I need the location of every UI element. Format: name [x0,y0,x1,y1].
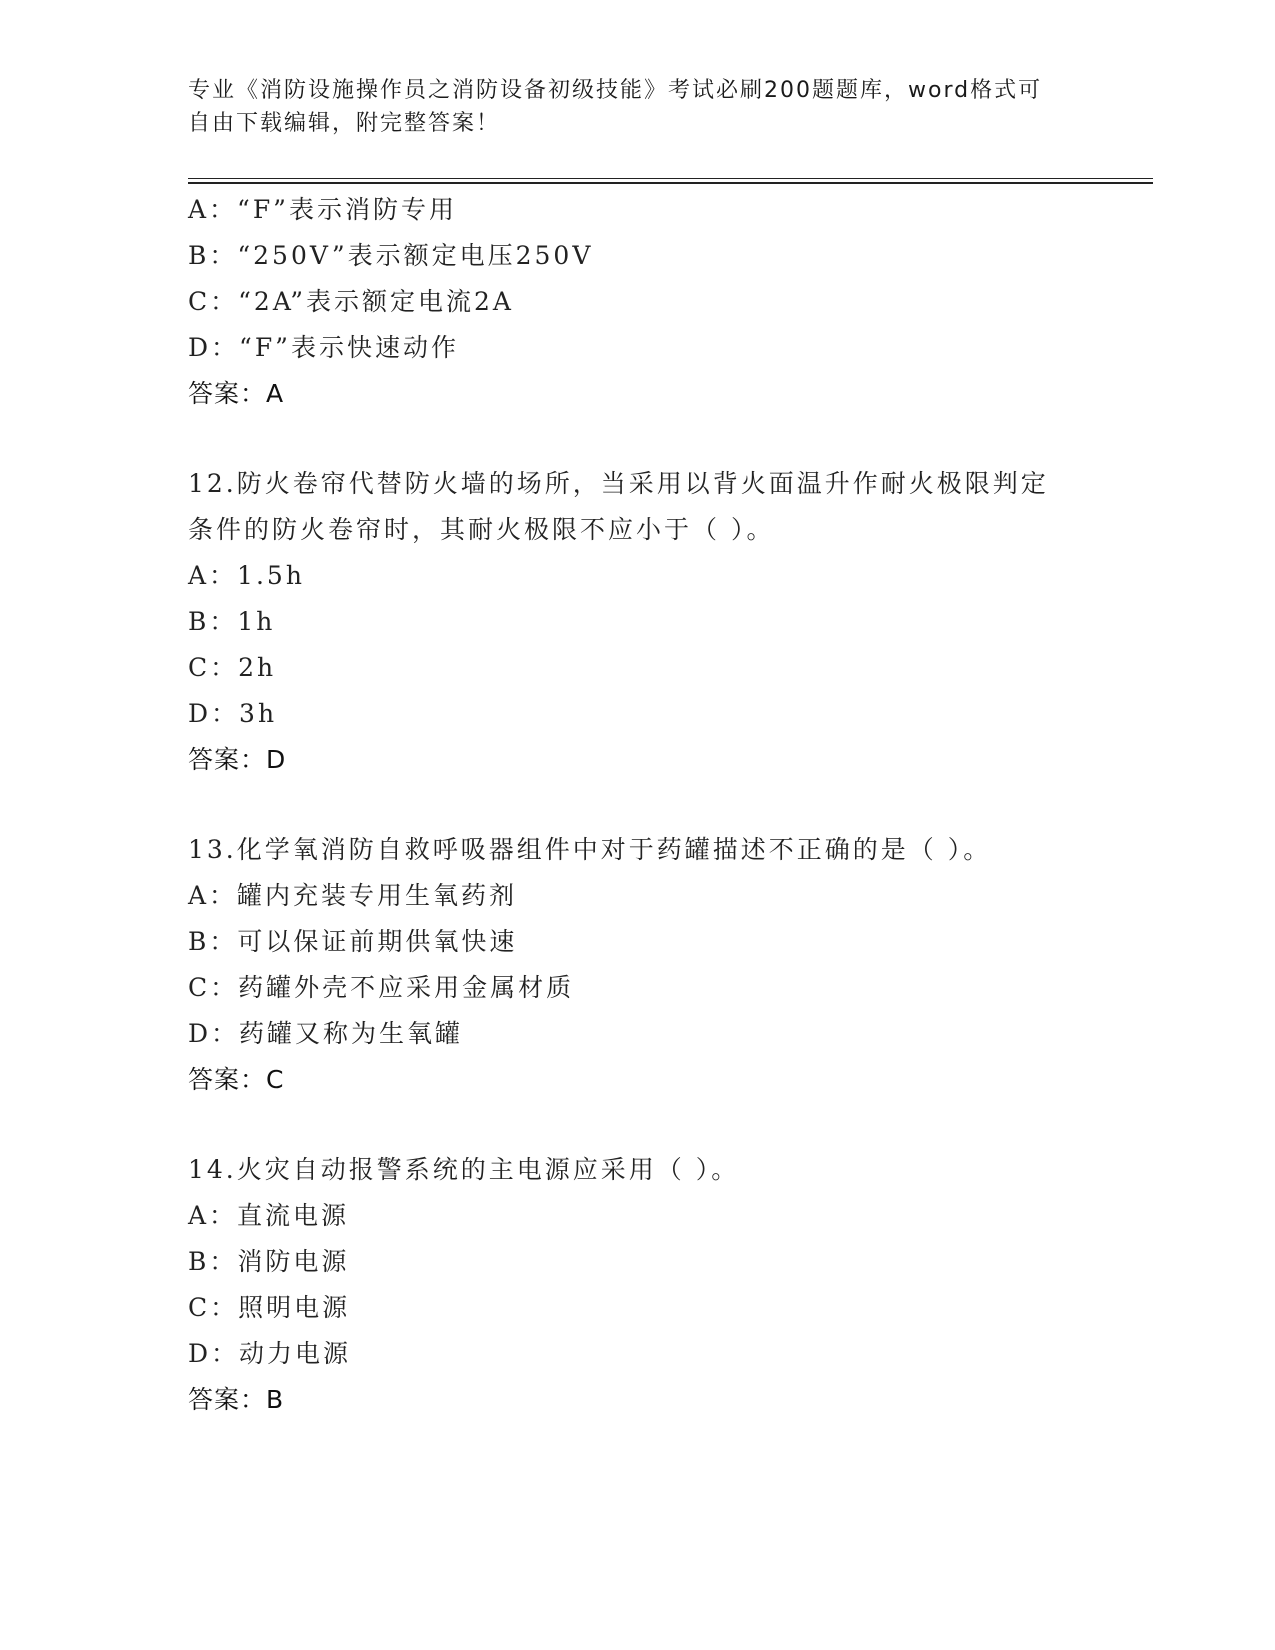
option-b: B：1h [188,607,276,636]
option-c: C：2h [188,653,277,682]
answer-line: 答案：C [188,1065,285,1094]
block-spacer [188,1103,1088,1147]
answer-line: 答案：D [188,745,287,774]
header-divider-thick [188,182,1153,184]
question-stem-line-2: 条件的防火卷帘时，其耐火极限不应小于（ ）。 [188,515,775,544]
question-stem-line-1: 12.防火卷帘代替防火墙的场所，当采用以背火面温升作耐火极限判定 [188,469,1049,498]
option-a: A：直流电源 [188,1201,350,1230]
question-list [188,187,1088,1423]
header-line-2: 自由下载编辑，附完整答案！ [188,111,501,136]
block-spacer [188,783,1088,827]
question-14 [188,1147,1088,1423]
option-a: A：罐内充装专用生氧药剂 [188,881,518,910]
answer-line: 答案：B [188,1385,285,1414]
question-12 [188,461,1088,783]
question-13 [188,827,1088,1103]
prev-question-block [188,187,1088,417]
option-b: B：可以保证前期供氧快速 [188,927,518,956]
question-stem-line-1: 13.化学氧消防自救呼吸器组件中对于药罐描述不正确的是（ ）。 [188,835,992,864]
question-stem-line-1: 14.火灾自动报警系统的主电源应采用（ ）。 [188,1155,740,1184]
option-c: C：“2A”表示额定电流2A [188,287,514,316]
option-a: A：1.5h [188,561,305,590]
option-a: A：“F”表示消防专用 [188,195,457,224]
option-c: C：药罐外壳不应采用金属材质 [188,973,575,1002]
option-b: B：“250V”表示额定电压250V [188,241,594,270]
block-spacer [188,417,1088,461]
option-d: D：3h [188,699,278,728]
document-header [188,74,1068,140]
option-c: C：照明电源 [188,1293,351,1322]
option-b: B：消防电源 [188,1247,350,1276]
option-d: D：药罐又称为生氧罐 [188,1019,464,1048]
header-line-1: 专业《消防设施操作员之消防设备初级技能》考试必刷200题题库，word格式可 [188,78,1043,103]
answer-line: 答案：A [188,379,285,408]
option-d: D：“F”表示快速动作 [188,333,459,362]
option-d: D：动力电源 [188,1339,352,1368]
header-divider-thin [188,178,1153,179]
